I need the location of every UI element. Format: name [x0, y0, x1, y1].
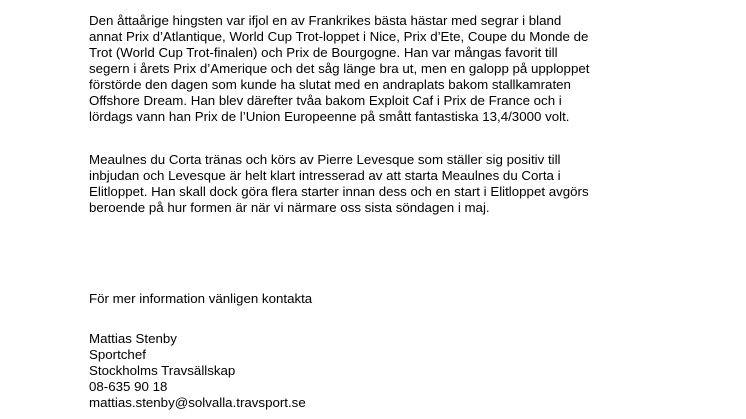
paragraph-line: Offshore Dream. Han blev därefter tvåa bakom Exploit Caf i Prix de France och i: [89, 93, 562, 108]
paragraph-line: annat Prix d’Atlantique, World Cup Trot-loppet i Nice, Prix d’Ete, Coupe du Monde de: [89, 29, 589, 44]
contact-name: Mattias Stenby: [89, 331, 177, 346]
contact-organization: Stockholms Travsällskap: [89, 363, 236, 378]
paragraph-line: Trot (World Cup Trot-finalen) och Prix de Bourgogne. Han var mångas favorit till: [89, 45, 558, 60]
paragraph-line: segern i årets Prix d’Amerique och det såg länge bra ut, men en galopp på upploppet: [89, 61, 590, 76]
paragraph-line: förstörde den dagen som kunde ha slutat med en andraplats bakom stallkamraten: [89, 77, 571, 92]
contact-email[interactable]: mattias.stenby@solvalla.travsport.se: [89, 395, 306, 410]
contact-phone: 08-635 90 18: [89, 379, 168, 394]
paragraph-line: Elitloppet. Han skall dock göra flera starter innan dess och en start i Elitloppet avgörs: [89, 184, 589, 199]
paragraph-line: Meaulnes du Corta tränas och körs av Pierre Levesque som ställer sig positiv till: [89, 152, 561, 167]
contact-title: Sportchef: [89, 347, 146, 362]
contact-intro: För mer information vänligen kontakta: [89, 291, 313, 306]
paragraph-line: lördags vann han Prix de l’Union Europeenne på smått fantastiska 13,4/3000 volt.: [89, 109, 570, 124]
paragraph-line: beroende på hur formen är när vi närmare oss sista söndagen i maj.: [89, 200, 490, 215]
paragraph-line: Den åttaårige hingsten var ifjol en av Frankrikes bästa hästar med segrar i bland: [89, 13, 562, 28]
paragraph-line: inbjudan och Levesque är helt klart intresserad av att starta Meaulnes du Corta i: [89, 168, 561, 183]
